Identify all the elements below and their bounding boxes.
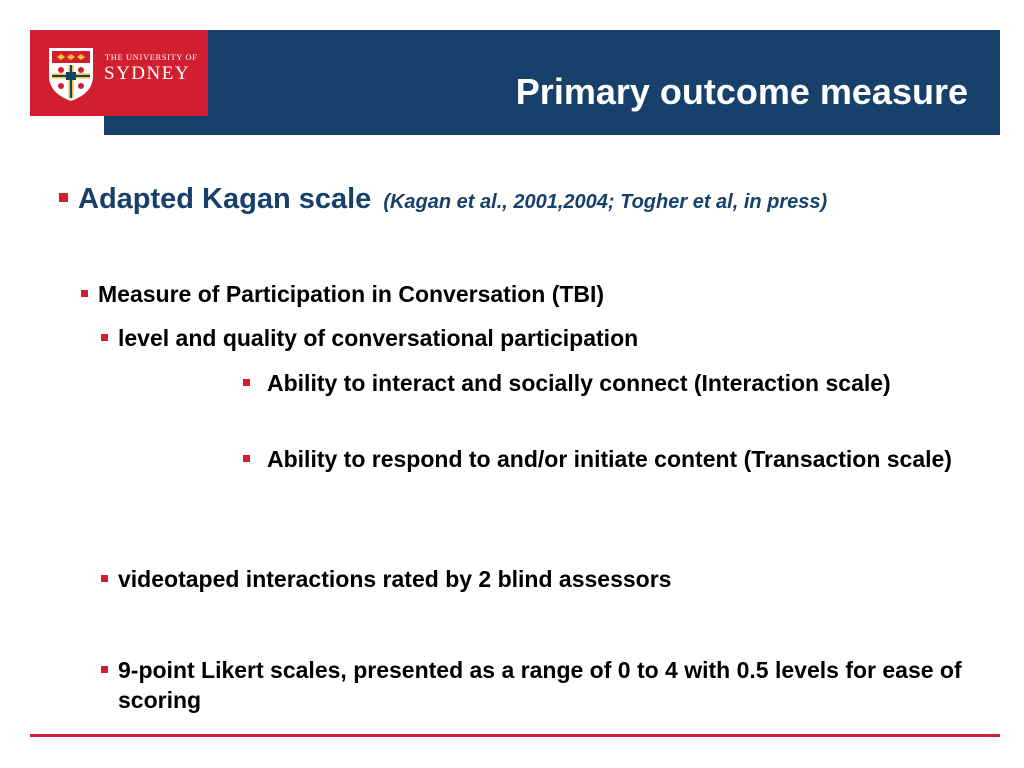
bullet-item bbox=[101, 655, 1021, 715]
bullet-subitem-text: Ability to respond to and/or initiate content (Transaction scale) bbox=[267, 446, 952, 472]
footer-divider bbox=[30, 734, 1000, 737]
bullet-level1-heading: Adapted Kagan scale bbox=[78, 183, 372, 215]
bullet-subitem-text: Ability to interact and socially connect (Interaction scale) bbox=[267, 370, 891, 396]
bullet-subitem bbox=[243, 368, 983, 398]
bullet-square-icon bbox=[101, 666, 108, 673]
bullet-item bbox=[101, 323, 638, 353]
logo-university-of-text: THE UNIVERSITY OF bbox=[105, 52, 198, 62]
bullet-square-icon bbox=[243, 455, 250, 462]
bullet-level2-text: Measure of Participation in Conversation (TBI) bbox=[98, 281, 605, 307]
bullet-square-icon bbox=[59, 193, 68, 202]
bullet-square-icon bbox=[243, 379, 250, 386]
bullet-item-text: videotaped interactions rated by 2 blind assessors bbox=[118, 566, 672, 592]
logo-sydney-text: SYDNEY bbox=[104, 63, 191, 84]
slide-title: Primary outcome measure bbox=[515, 71, 968, 112]
bullet-level1-citation: (Kagan et al., 2001,2004; Togher et al, in press) bbox=[383, 191, 828, 213]
bullet-subitem bbox=[243, 444, 983, 474]
bullet-level1 bbox=[59, 183, 1009, 216]
bullet-square-icon bbox=[101, 575, 108, 582]
bullet-item bbox=[101, 564, 671, 594]
bullet-level2 bbox=[81, 279, 604, 309]
bullet-item-text: level and quality of conversational participation bbox=[118, 325, 639, 351]
bullet-item-text: 9-point Likert scales, presented as a range of 0 to 4 with 0.5 levels for ease of scoring bbox=[118, 657, 962, 713]
bullet-square-icon bbox=[101, 334, 108, 341]
bullet-square-icon bbox=[81, 290, 88, 297]
